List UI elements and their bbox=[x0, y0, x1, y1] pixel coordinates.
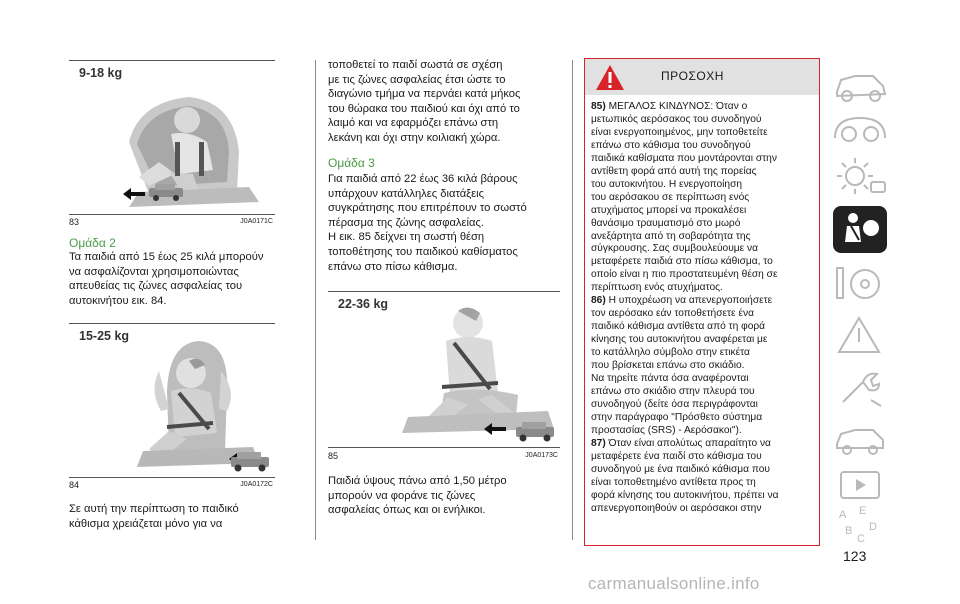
text-line: τοποθετεί το παιδί σωστά σε σχέση bbox=[328, 59, 503, 71]
figure-weight-label: 22-36 kg bbox=[338, 297, 389, 311]
figure-84 bbox=[69, 323, 275, 498]
warning-triangle-tools-icon[interactable] bbox=[829, 308, 891, 363]
warning-triangle-icon bbox=[595, 64, 625, 91]
text-line: το κατάλληλο σύμβολο στην ετικέτα bbox=[591, 347, 750, 359]
text-line: τον αερόσακο εάν τοποθετήσετε ένα bbox=[591, 308, 754, 320]
text-line: τοποθέτησης του παιδικού καθίσματος bbox=[328, 245, 518, 258]
text-line: συνοδηγού (δείτε όσα περιγράφονται bbox=[591, 398, 758, 410]
note-number: 86) bbox=[591, 295, 606, 307]
text-line: Η υποχρέωση να απενεργοποιήσετε bbox=[608, 295, 773, 307]
text-line: μετωπικός αερόσακος του συνοδηγού bbox=[591, 113, 762, 125]
text-line: επάνω στο κάθισμα του συνοδηγού bbox=[591, 139, 751, 151]
figure-top-rule bbox=[328, 291, 560, 292]
text-line: μπορούν να φοράνε τις ζώνες bbox=[328, 489, 476, 502]
steering-wheel-icon[interactable] bbox=[829, 256, 891, 311]
text-line: απενεργοποιηθούν οι αερόσακοι στην bbox=[591, 502, 762, 514]
group-3-paragraph bbox=[328, 172, 560, 274]
after-figure-84-paragraph bbox=[69, 502, 275, 531]
column-divider bbox=[572, 60, 573, 540]
text-line: του αυτοκινήτου. Η ενεργοποίηση bbox=[591, 178, 743, 190]
text-line: λαιμό και να εφαρμόζει επάνω στη bbox=[328, 117, 499, 130]
wrench-maintenance-icon[interactable] bbox=[829, 360, 891, 415]
text-line: είναι ενεργοποιημένος, μην τοποθετείτε bbox=[591, 126, 768, 138]
text-line: Για παιδιά από 22 έως 36 κιλά βάρους bbox=[328, 173, 518, 185]
warning-body bbox=[591, 101, 817, 516]
svg-text:B: B bbox=[845, 525, 853, 537]
text-line: παιδικό κάθισμα αντίθετα από τη φορά bbox=[591, 321, 766, 333]
text-line: ανεξάρτητα από τη σοβαρότητα της bbox=[591, 230, 751, 242]
text-line: του αερόσακου σε περίπτωση ενός bbox=[591, 191, 750, 203]
figure-weight-label: 15-25 kg bbox=[79, 329, 130, 343]
figure-code: J0A0172C bbox=[240, 481, 273, 488]
text-line: Τα παιδιά από 15 έως 25 κιλά μπορούν bbox=[69, 251, 264, 263]
svg-text:E: E bbox=[859, 505, 867, 517]
text-line: λεκάνη και όχι στην κοιλιακή χώρα. bbox=[328, 131, 501, 144]
warning-header bbox=[585, 59, 819, 95]
text-line: ΜΕΓΑΛΟΣ ΚΙΝΔΥΝΟΣ: Όταν ο bbox=[608, 101, 748, 112]
text-line: επάνω στο πίσω κάθισμα. bbox=[328, 260, 458, 273]
text-line: κάθισμα χρειάζεται μόνο για να bbox=[69, 517, 223, 530]
text-line: Η εικ. 85 δείχνει τη σωστή θέση bbox=[328, 231, 485, 244]
svg-text:D: D bbox=[869, 521, 877, 533]
text-line: Παιδιά ύψους πάνω από 1,50 μέτρο bbox=[328, 475, 507, 487]
adult-belt-paragraph bbox=[328, 474, 560, 518]
child-position-paragraph bbox=[328, 58, 560, 146]
text-line: Σε αυτή την περίπτωση το παιδικό bbox=[69, 503, 239, 515]
alphabetical-index-icon[interactable] bbox=[829, 500, 891, 545]
text-line: είναι τοποθετημένο αντίθετα προς τη bbox=[591, 476, 756, 488]
figure-number: 85 bbox=[328, 451, 339, 461]
watermark: carmanualsonline.info bbox=[588, 574, 760, 593]
text-line: με τις ζώνες ασφαλείας έτσι ώστε το bbox=[328, 73, 506, 86]
text-line: επάνω στο σκιάδιο στην πλευρά του bbox=[591, 385, 755, 397]
text-line: κίνησης του αυτοκινήτου αναφέρεται με bbox=[591, 334, 768, 346]
note-number: 87) bbox=[591, 437, 606, 449]
warning-box bbox=[584, 58, 820, 546]
figure-code: J0A0171C bbox=[240, 218, 273, 225]
text-line: περίπτωση ενός ατυχήματος. bbox=[591, 282, 723, 294]
safety-airbag-icon[interactable] bbox=[829, 202, 891, 257]
car-specs-icon[interactable] bbox=[829, 410, 891, 465]
figure-number: 84 bbox=[69, 480, 80, 490]
text-line: μεταφέρετε παιδιά στο πίσω κάθισμα, το bbox=[591, 256, 773, 268]
group-2-heading: Ομάδα 2 bbox=[69, 236, 116, 250]
figure-code: J0A0173C bbox=[525, 452, 558, 459]
car-direction-icon bbox=[227, 451, 273, 473]
text-line: Να τηρείτε πάντα όσα αναφέρονται bbox=[591, 373, 749, 385]
text-line: στην παράγραφο "Πρόσθετο σύστημα bbox=[591, 411, 763, 423]
text-line: του θώρακα του παιδιού και όχι από το bbox=[328, 102, 520, 115]
figure-bottom-rule bbox=[69, 477, 275, 478]
column-divider bbox=[315, 60, 316, 540]
group-3-heading: Ομάδα 3 bbox=[328, 156, 375, 170]
figure-83 bbox=[69, 60, 275, 228]
page-number: 123 bbox=[843, 548, 867, 564]
figure-bottom-rule bbox=[69, 214, 275, 215]
text-line: οποίο είναι η πιο προστατευμένη θέση σε bbox=[591, 269, 778, 281]
figure-85 bbox=[328, 291, 560, 463]
child-seat-illustration-rear-facing bbox=[109, 82, 274, 212]
text-line: συνοδηγού με ένα παιδικό κάθισμα που bbox=[591, 463, 770, 475]
lights-sun-icon[interactable] bbox=[829, 150, 891, 205]
text-line: αντίθετη φορά από αυτή της πορείας bbox=[591, 165, 757, 177]
svg-text:A: A bbox=[839, 509, 847, 521]
figure-weight-label: 9-18 kg bbox=[79, 66, 123, 80]
text-line: παιδικά καθίσματα που μοντάρονται στην bbox=[591, 152, 777, 164]
text-line: υπάρχουν κατάλληλες διατάξεις bbox=[328, 187, 485, 200]
figure-top-rule bbox=[69, 323, 275, 324]
text-line: σύγκρουσης. Σας συμβουλεύουμε να bbox=[591, 243, 759, 255]
text-line: απευθείας τις ζώνες ασφαλείας του bbox=[69, 280, 243, 293]
figure-top-rule bbox=[69, 60, 275, 61]
text-line: Όταν είναι απολύτως απαραίτητο να bbox=[608, 437, 771, 449]
text-line: θανάσιμο τραυματισμό στο μωρό bbox=[591, 217, 741, 229]
text-line: αυτοκινήτου εικ. 84. bbox=[69, 294, 167, 307]
svg-text:C: C bbox=[857, 533, 865, 545]
warning-title: ΠΡΟΣΟΧΗ bbox=[661, 69, 724, 83]
text-line: ασφαλείας όπως και οι ενήλικοι. bbox=[328, 504, 486, 517]
figure-number: 83 bbox=[69, 217, 80, 227]
text-line: διαγώνιο τμήμα να περνάει κατά μήκος bbox=[328, 88, 521, 101]
text-line: μεταφέρετε ένα παιδί στο κάθισμα του bbox=[591, 450, 762, 462]
text-line: φορά κίνησης του αυτοκινήτου, πρέπει να bbox=[591, 489, 779, 501]
text-line: που βρίσκεται επάνω στο σκιάδιο. bbox=[591, 360, 745, 372]
note-number: 85) bbox=[591, 101, 606, 112]
text-line: να ασφαλίζονται χρησιμοποιώντας bbox=[69, 265, 239, 278]
text-line: ατυχήματος μπορεί να προκαλέσει bbox=[591, 204, 747, 216]
text-line: συγκράτησης που επιτρέπουν το σωστό bbox=[328, 202, 527, 215]
car-direction-icon bbox=[512, 421, 558, 443]
text-line: πέρασμα της ζώνης ασφαλείας. bbox=[328, 216, 484, 229]
group-2-paragraph bbox=[69, 250, 275, 308]
figure-bottom-rule bbox=[328, 447, 560, 448]
text-line: προστασίας (SRS) - Αερόσακοι"). bbox=[591, 424, 742, 436]
